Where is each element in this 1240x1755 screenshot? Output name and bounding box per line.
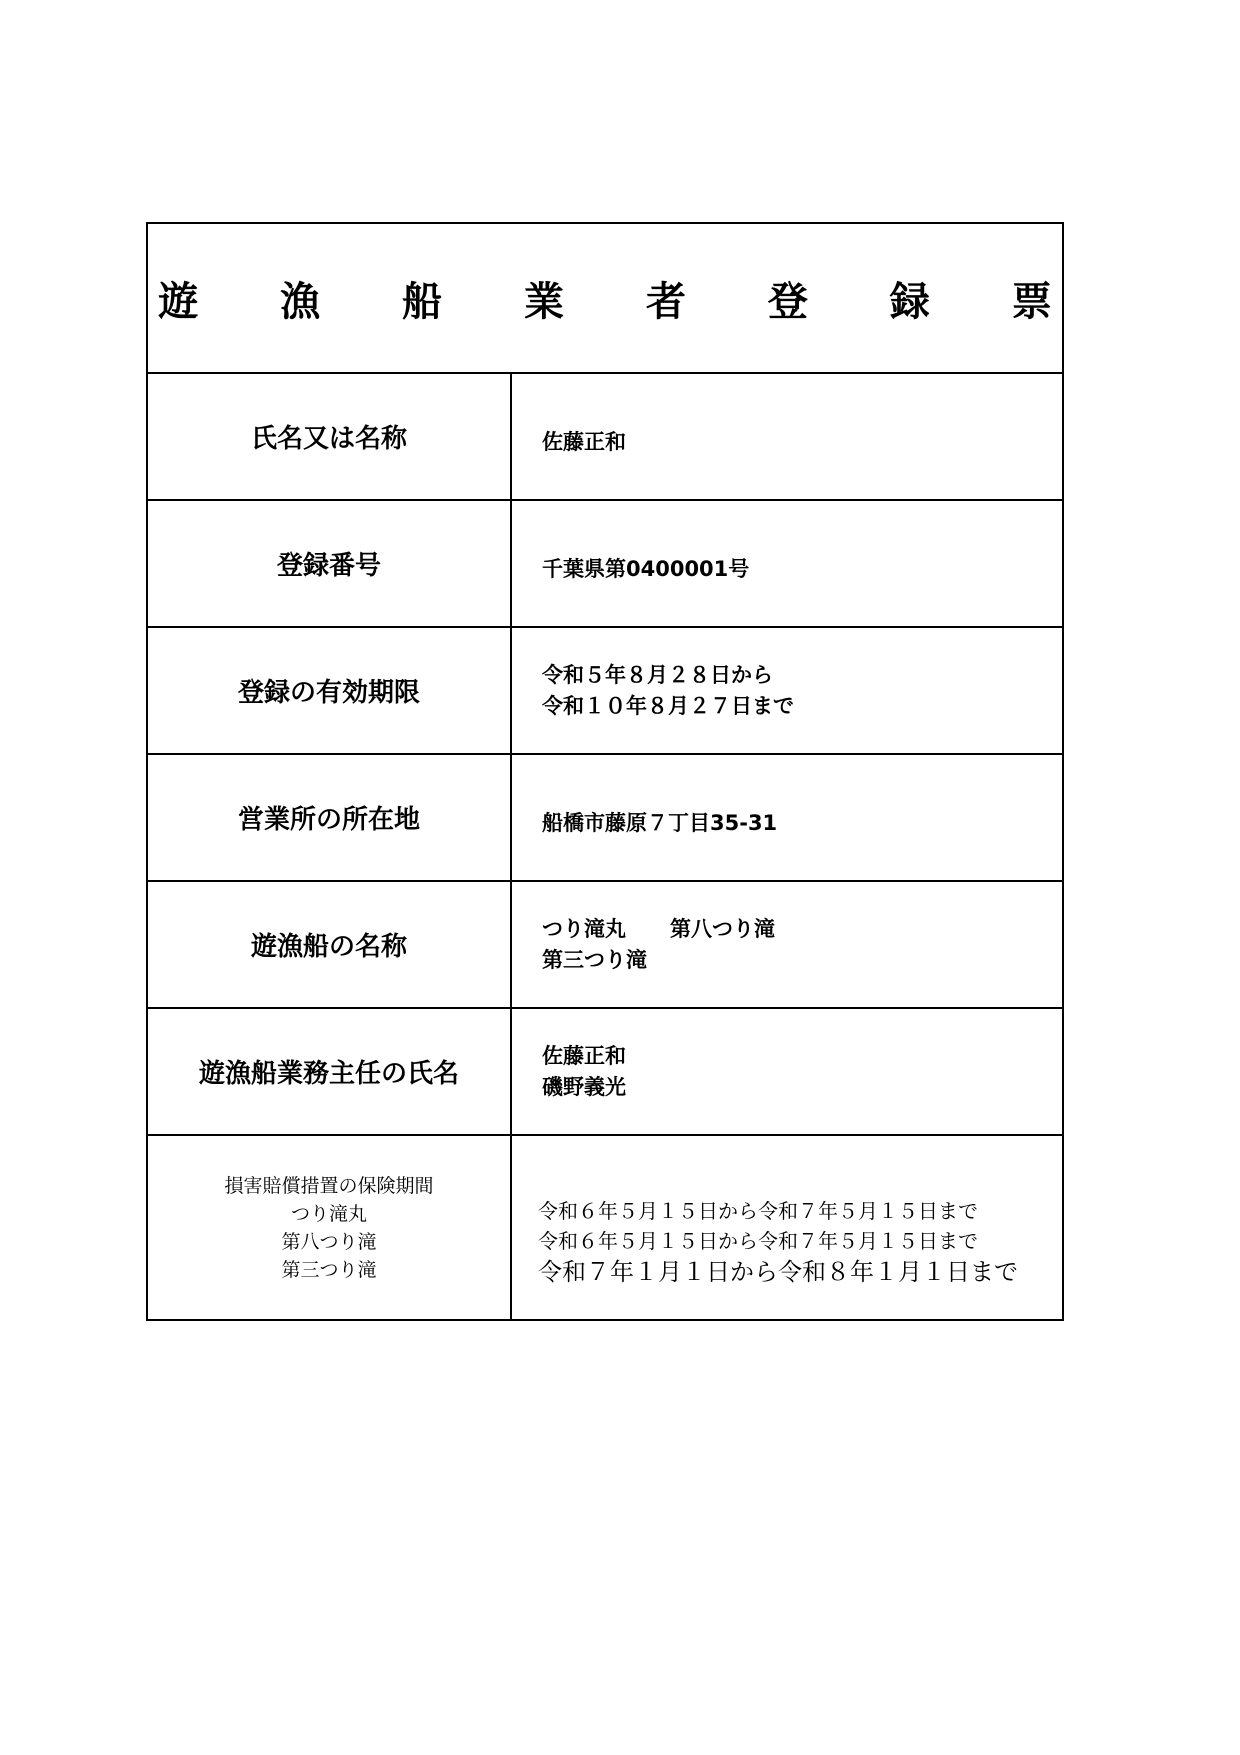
boat-name-1: つり滝丸 <box>542 916 626 941</box>
validity-to: 令和１０年８月２７日まで <box>542 693 794 718</box>
label-chief: 遊漁船業務主任の氏名 <box>148 1009 512 1134</box>
label-insurance <box>148 1136 512 1319</box>
label-validity: 登録の有効期限 <box>148 628 512 753</box>
title-row <box>148 224 1086 374</box>
insurance-period-1: 令和６年５月１５日から令和７年５月１５日まで <box>538 1198 978 1223</box>
insurance-period-2: 令和６年５月１５日から令和７年５月１５日まで <box>538 1228 978 1253</box>
value-boats <box>512 882 1062 1007</box>
boat-name-3: 第三つり滝 <box>542 947 647 972</box>
label-name: 氏名又は名称 <box>148 374 512 499</box>
value-insurance <box>512 1136 1062 1319</box>
row-insurance <box>148 1136 1062 1319</box>
insurance-label-boat-3: 第三つり滝 <box>281 1258 377 1281</box>
office-address: 船橋市藤原７丁目35-31 <box>542 811 778 835</box>
row-validity <box>148 628 1062 755</box>
value-chief <box>512 1009 1062 1134</box>
boats-line-1 <box>542 914 1062 945</box>
insurance-period-3: 令和７年１月１日から令和８年１月１日まで <box>538 1257 1018 1286</box>
document-title: 遊 漁 船 業 者 登 録 票 <box>158 278 1086 325</box>
name-value: 佐藤正和 <box>542 430 626 454</box>
validity-from: 令和５年８月２８日から <box>542 662 773 687</box>
value-validity <box>512 628 1062 753</box>
row-chief <box>148 1009 1062 1136</box>
registration-form <box>146 222 1086 1321</box>
insurance-label-boat-1: つり滝丸 <box>290 1202 367 1225</box>
row-boats <box>148 882 1062 1009</box>
row-office <box>148 755 1062 882</box>
value-registration-number <box>512 501 1062 626</box>
label-boats: 遊漁船の名称 <box>148 882 512 1007</box>
boat-name-2: 第八つり滝 <box>670 916 775 941</box>
chief-name-1: 佐藤正和 <box>542 1043 626 1068</box>
chief-name-2: 磯野義光 <box>542 1074 626 1099</box>
insurance-label-title: 損害賠償措置の保険期間 <box>224 1174 434 1197</box>
row-registration-number <box>148 501 1062 628</box>
insurance-label-boat-2: 第八つり滝 <box>281 1230 377 1253</box>
row-name <box>148 374 1062 501</box>
value-name <box>512 374 1062 499</box>
label-office: 営業所の所在地 <box>148 755 512 880</box>
value-office <box>512 755 1062 880</box>
label-registration-number: 登録番号 <box>148 501 512 626</box>
registration-number-value: 千葉県第0400001号 <box>542 557 750 581</box>
